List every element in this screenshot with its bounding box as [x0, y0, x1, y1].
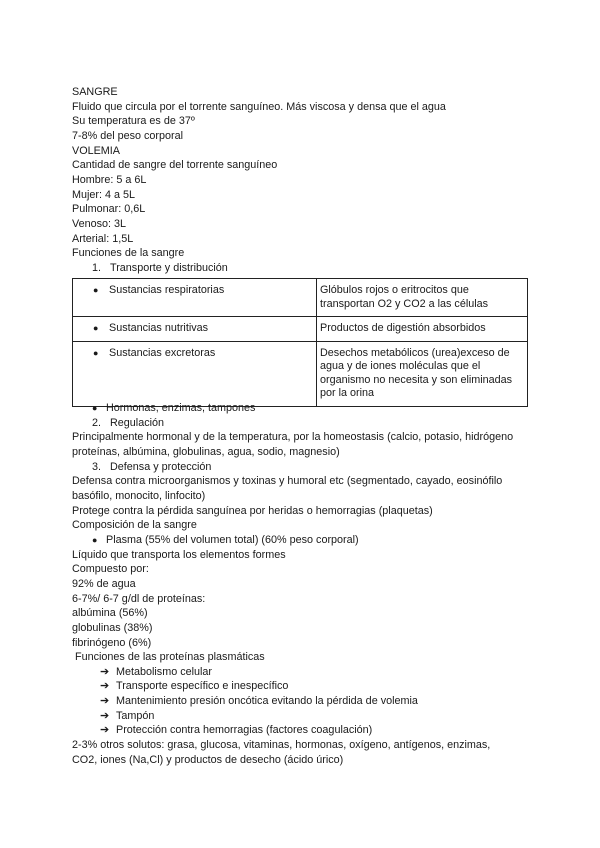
doc-line: Defensa contra microorganismos y toxinas y humoral etc (segmentado, cayado, eosinófilo: [72, 475, 503, 488]
doc-line: CO2, iones (Na,Cl) y productos de desecho (ácido úrico): [72, 753, 344, 766]
numbered-item: [72, 460, 532, 475]
doc-line: Funciones de las proteínas plasmáticas: [72, 651, 265, 664]
document-top-section: [72, 85, 532, 276]
arrow-item: [72, 679, 532, 694]
doc-line: Arterial: 1,5L: [72, 232, 134, 245]
arrow-right-icon: ➔: [100, 665, 110, 678]
doc-line: Composición de la sangre: [72, 519, 197, 532]
cell-text: Sustancias nutritivas: [109, 322, 209, 334]
doc-line: albúmina (56%): [72, 607, 148, 620]
doc-line: Hombre: 5 a 6L: [72, 173, 147, 186]
list-text: Defensa y protección: [110, 460, 212, 473]
doc-line: VOLEMIA: [72, 144, 121, 157]
table-cell: [73, 317, 317, 342]
doc-line: Fluido que circula por el torrente sanguíneo. Más viscosa y densa que el agua: [72, 100, 446, 113]
list-text: Regulación: [110, 416, 165, 429]
table-cell: [73, 341, 317, 406]
table-row: [73, 279, 528, 317]
list-text: Transporte específico e inespecífico: [116, 680, 289, 693]
doc-line: 6-7%/ 6-7 g/dl de proteínas:: [72, 592, 206, 605]
list-text: Mantenimiento presión oncótica evitando la pérdida de volemia: [116, 695, 418, 708]
doc-line: Protege contra la pérdida sanguínea por heridas o hemorragias (plaquetas): [72, 504, 433, 517]
bullet-icon: ●: [92, 534, 98, 545]
document-bottom-section: [72, 401, 532, 767]
doc-line: Funciones de la sangre: [72, 247, 185, 260]
arrow-right-icon: ➔: [100, 724, 110, 737]
list-text: Transporte y distribución: [110, 261, 228, 274]
bullet-icon: ●: [93, 285, 99, 295]
arrow-item: [72, 723, 532, 738]
bullet-item: [72, 533, 532, 548]
arrow-right-icon: ➔: [100, 695, 110, 708]
doc-line: 2-3% otros solutos: grasa, glucosa, vitaminas, hormonas, oxígeno, antígenos, enzimas,: [72, 739, 491, 752]
bullet-icon: ●: [93, 347, 99, 358]
list-text: Hormonas, enzimas, tampones: [106, 402, 256, 414]
doc-line: Venoso: 3L: [72, 217, 127, 230]
doc-line: Mujer: 4 a 5L: [72, 188, 136, 201]
list-text: Plasma (55% del volumen total) (60% peso corporal): [106, 533, 359, 546]
doc-line: Su temperatura es de 37º: [72, 115, 195, 128]
doc-line: SANGRE: [72, 86, 118, 98]
list-text: Protección contra hemorragias (factores coagulación): [116, 724, 373, 737]
arrow-item: [72, 665, 532, 680]
doc-line: Pulmonar: 0,6L: [72, 203, 146, 216]
doc-line: Principalmente hormonal y de la temperatura, por la homeostasis (calcio, potasio, hidrógeno: [72, 431, 514, 444]
arrow-right-icon: ➔: [100, 680, 110, 693]
table-cell: Productos de digestión absorbidos: [317, 317, 528, 342]
numbered-item: [72, 416, 532, 431]
list-number: 3.: [92, 460, 102, 473]
doc-line: 92% de agua: [72, 577, 136, 590]
doc-line: 7-8% del peso corporal: [72, 129, 184, 142]
doc-line: globulinas (38%): [72, 621, 153, 634]
arrow-item: [72, 709, 532, 724]
cell-text: Sustancias excretoras: [109, 346, 216, 359]
bullet-icon: ●: [93, 323, 99, 333]
transport-table: [72, 278, 528, 407]
arrow-right-icon: ➔: [100, 709, 110, 722]
cell-text: Sustancias respiratorias: [109, 284, 225, 296]
table-cell: Desechos metabólicos (urea)exceso de agua y de iones moléculas que el organismo no necesita y son eliminadas por la orina: [317, 341, 528, 406]
list-number: 1.: [92, 261, 102, 274]
doc-line: Líquido que transporta los elementos formes: [72, 548, 286, 561]
doc-line: fibrinógeno (6%): [72, 636, 152, 649]
list-text: Metabolismo celular: [116, 665, 213, 678]
doc-line: Cantidad de sangre del torrente sanguíneo: [72, 159, 278, 172]
arrow-item: [72, 694, 532, 709]
doc-line: proteínas, albúmina, globulinas, agua, sodio, magnesio): [72, 445, 340, 458]
table-row: [73, 341, 528, 406]
list-text: Tampón: [116, 709, 155, 722]
numbered-item: [72, 261, 532, 276]
table-cell: [73, 279, 317, 317]
bullet-item: [72, 401, 532, 416]
table-cell: Glóbulos rojos o eritrocitos que transportan O2 y CO2 a las células: [317, 279, 528, 317]
doc-line: basófilo, monocito, linfocito): [72, 489, 206, 502]
bullet-icon: ●: [92, 403, 98, 413]
table-row: [73, 317, 528, 342]
doc-line: Compuesto por:: [72, 563, 149, 576]
list-number: 2.: [92, 416, 102, 429]
